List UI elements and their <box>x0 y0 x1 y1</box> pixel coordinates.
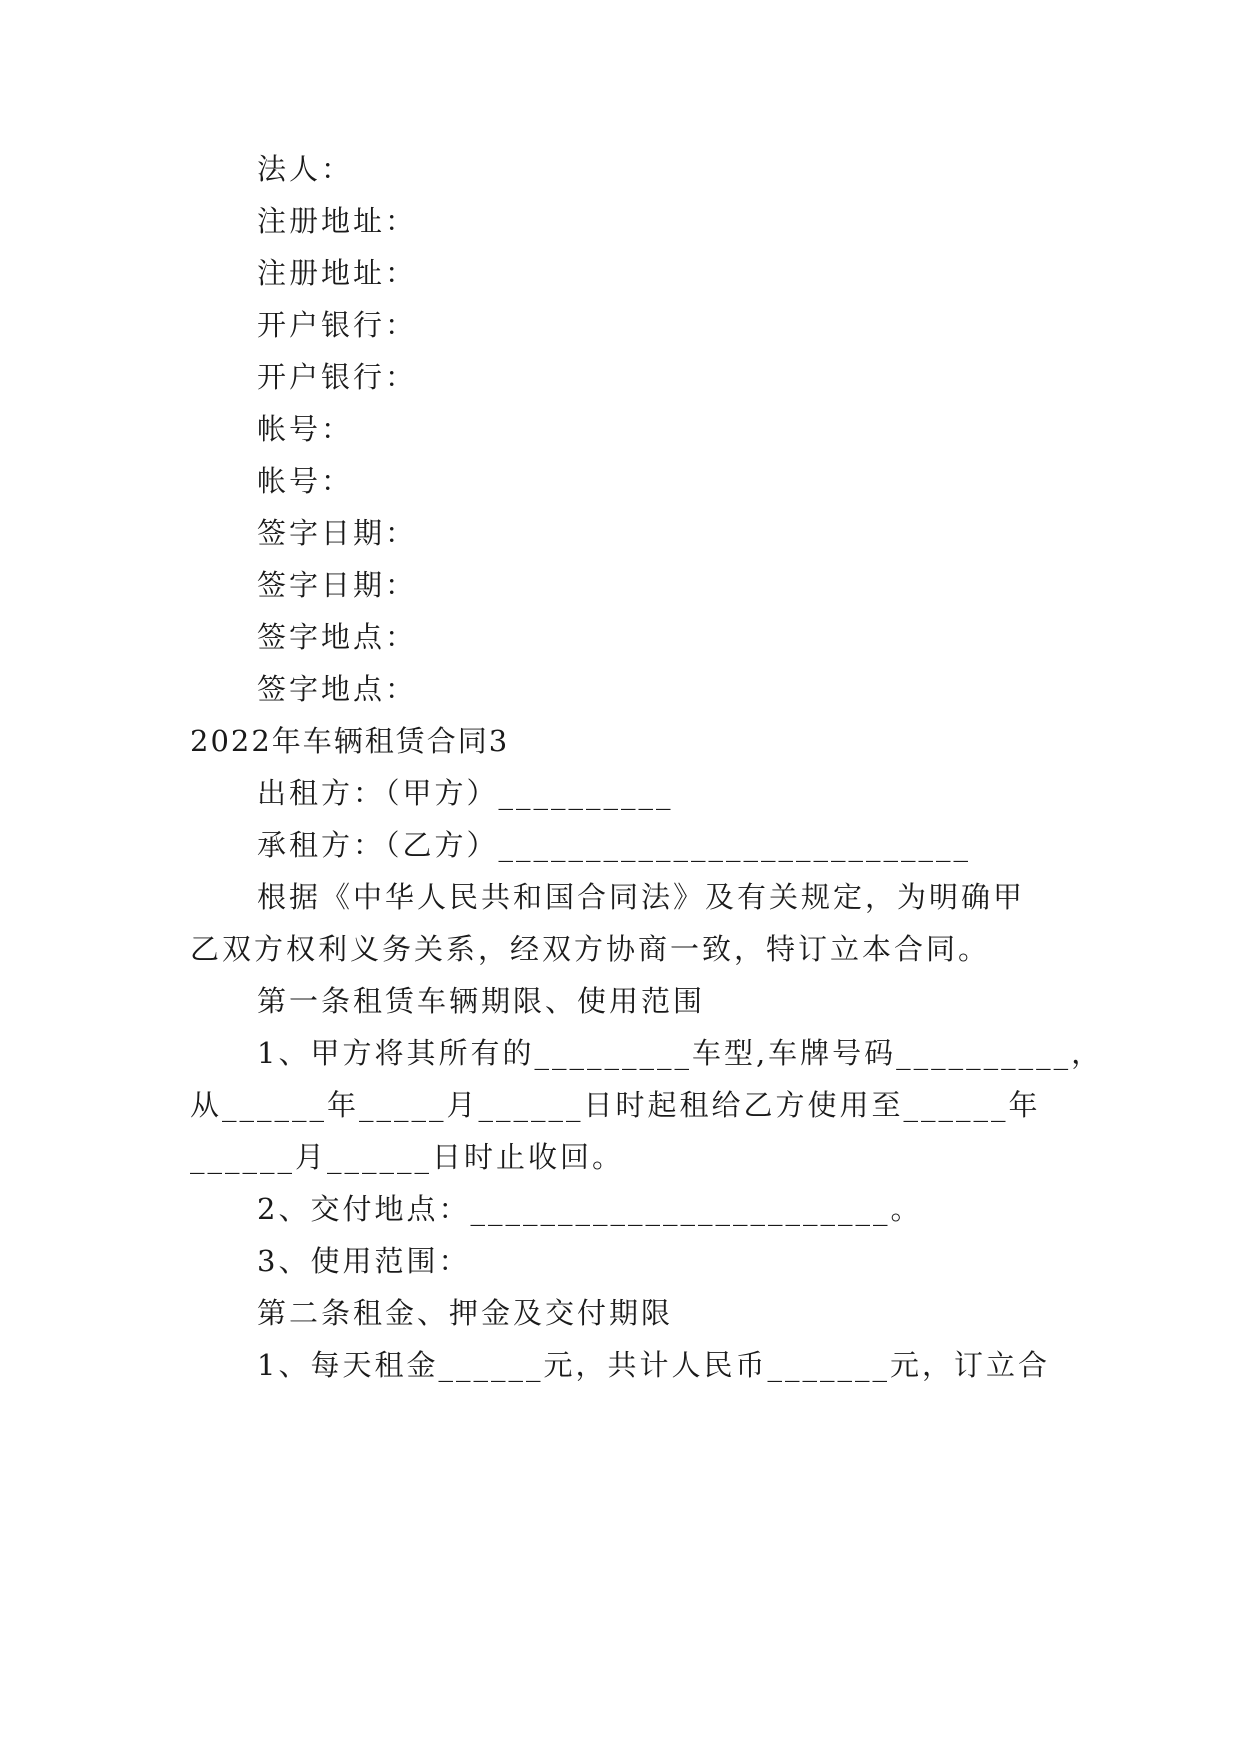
field-legal-person: 法人： <box>257 152 354 186</box>
field-bank: 开户银行： <box>257 308 418 342</box>
clause-line: 1、甲方将其所有的_________车型,车牌号码__________， <box>257 1036 1104 1070</box>
article-title: 第一条租赁车辆期限、使用范围 <box>257 984 706 1018</box>
party-lessor: 出租方：（甲方）__________ <box>257 776 674 810</box>
clause-line: 1、每天租金______元，共计人民币_______元，订立合 <box>257 1348 1050 1382</box>
preamble-line: 根据《中华人民共和国合同法》及有关规定，为明确甲 <box>257 880 1026 914</box>
clause-line: 2、交付地点：________________________。 <box>257 1192 923 1226</box>
field-sign-date: 签字日期： <box>257 516 418 550</box>
field-registered-address: 注册地址： <box>257 204 418 238</box>
section-title: 2022年车辆租赁合同3 <box>190 724 510 758</box>
field-sign-place: 签字地点： <box>257 672 418 706</box>
field-bank: 开户银行： <box>257 360 418 394</box>
field-sign-date: 签字日期： <box>257 568 418 602</box>
article-title: 第二条租金、押金及交付期限 <box>257 1296 674 1330</box>
preamble-line: 乙双方权利义务关系，经双方协商一致，特订立本合同。 <box>190 932 991 966</box>
field-account: 帐号： <box>257 412 354 446</box>
field-registered-address: 注册地址： <box>257 256 418 290</box>
field-sign-place: 签字地点： <box>257 620 418 654</box>
clause-line: ______月______日时止收回。 <box>190 1140 625 1174</box>
clause-line: 从______年_____月______日时起租给乙方使用至______年 <box>190 1088 1041 1122</box>
party-lessee: 承租方：（乙方）___________________________ <box>257 828 972 862</box>
field-account: 帐号： <box>257 464 354 498</box>
clause-line: 3、使用范围： <box>257 1244 471 1278</box>
